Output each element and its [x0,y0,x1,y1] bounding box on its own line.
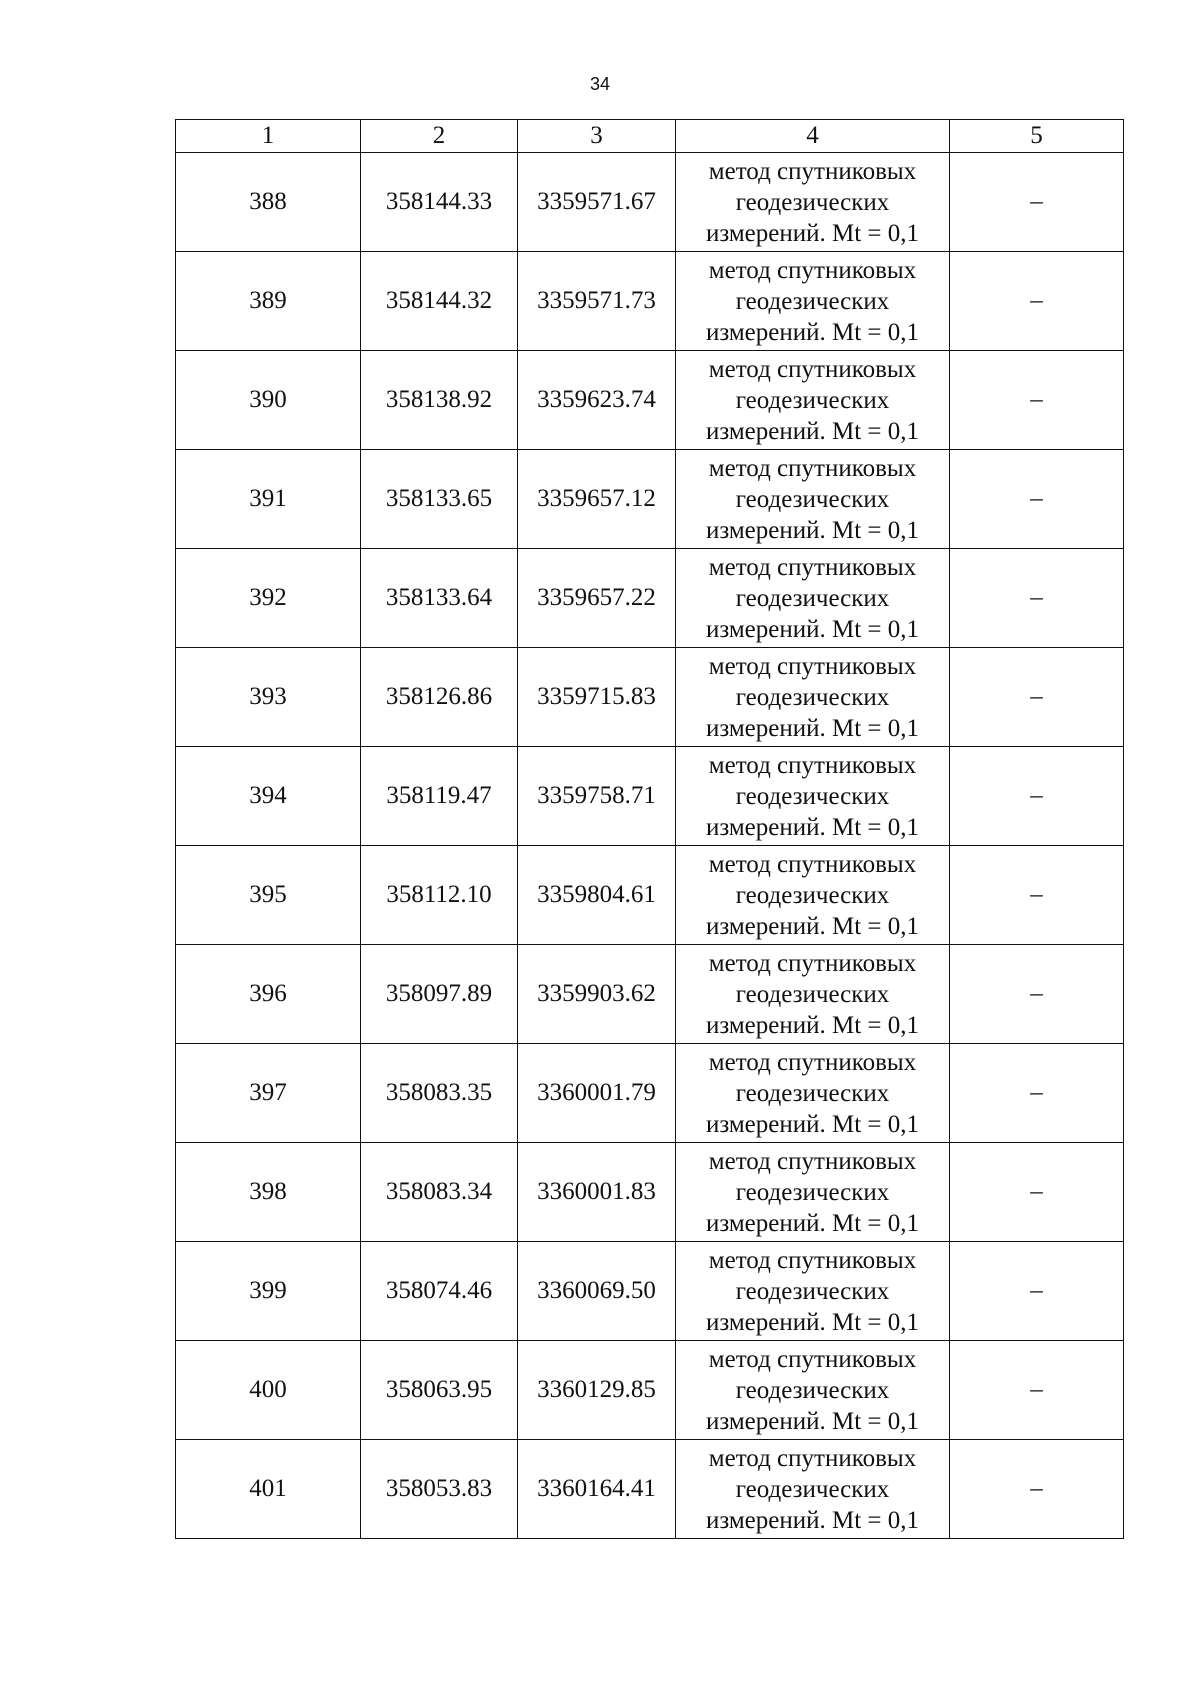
table-row [176,153,1124,252]
method-cell [676,1242,950,1341]
method-line: метод спутниковых [708,157,917,185]
table-header [176,120,1124,153]
x-coordinate-cell: 358133.64 [361,549,518,648]
method-cell [676,1341,950,1440]
note-cell: – [950,1440,1124,1539]
method-line: метод спутниковых [708,355,917,383]
method-line: метод спутниковых [708,1246,917,1274]
note-cell: – [950,648,1124,747]
method-line: геодезических [735,1178,890,1206]
method-cell [676,846,950,945]
method-cell [676,945,950,1044]
y-coordinate-cell: 3360129.85 [518,1341,676,1440]
method-cell [676,1440,950,1539]
note-cell: – [950,1044,1124,1143]
method-line: геодезических [735,1376,890,1404]
method-line: измерений. Mt = 0,1 [705,1407,920,1435]
method-line: геодезических [735,386,890,414]
method-line: метод спутниковых [708,1444,917,1472]
point-number-cell: 390 [176,351,361,450]
y-coordinate-cell: 3359657.12 [518,450,676,549]
method-cell [676,549,950,648]
x-coordinate-cell: 358112.10 [361,846,518,945]
coordinates-table [175,119,1124,1539]
y-coordinate-cell: 3359758.71 [518,747,676,846]
method-cell [676,747,950,846]
method-line: метод спутниковых [708,850,917,878]
table-row [176,252,1124,351]
note-cell: – [950,1341,1124,1440]
table-row [176,1044,1124,1143]
header-row [176,120,1124,153]
method-cell [676,1143,950,1242]
method-line: метод спутниковых [708,1345,917,1373]
method-line: измерений. Mt = 0,1 [705,1506,920,1534]
method-line: метод спутниковых [708,751,917,779]
method-line: геодезических [735,485,890,513]
method-line: измерений. Mt = 0,1 [705,912,920,940]
method-line: измерений. Mt = 0,1 [705,1110,920,1138]
page-number: 34 [589,74,611,94]
table-row [176,549,1124,648]
x-coordinate-cell: 358144.33 [361,153,518,252]
point-number-cell: 397 [176,1044,361,1143]
table-row [176,1143,1124,1242]
table-row [176,945,1124,1044]
method-line: измерений. Mt = 0,1 [705,615,920,643]
x-coordinate-cell: 358083.34 [361,1143,518,1242]
point-number-cell: 396 [176,945,361,1044]
method-cell [676,252,950,351]
y-coordinate-cell: 3359804.61 [518,846,676,945]
table-row [176,846,1124,945]
point-number-cell: 395 [176,846,361,945]
method-line: геодезических [735,188,890,216]
method-line: геодезических [735,683,890,711]
method-line: геодезических [735,1079,890,1107]
y-coordinate-cell: 3359571.73 [518,252,676,351]
point-number-cell: 388 [176,153,361,252]
point-number-cell: 398 [176,1143,361,1242]
point-number-cell: 394 [176,747,361,846]
table-row [176,1341,1124,1440]
method-line: измерений. Mt = 0,1 [705,219,920,247]
header-col-1: 1 [176,120,361,153]
method-line: измерений. Mt = 0,1 [705,516,920,544]
method-line: метод спутниковых [708,652,917,680]
table-row [176,1440,1124,1539]
point-number-cell: 392 [176,549,361,648]
note-cell: – [950,153,1124,252]
table-row [176,747,1124,846]
x-coordinate-cell: 358126.86 [361,648,518,747]
header-col-2: 2 [361,120,518,153]
y-coordinate-cell: 3359657.22 [518,549,676,648]
method-cell [676,1044,950,1143]
method-line: метод спутниковых [708,256,917,284]
y-coordinate-cell: 3360001.83 [518,1143,676,1242]
y-coordinate-cell: 3359715.83 [518,648,676,747]
table-row [176,450,1124,549]
method-line: метод спутниковых [708,553,917,581]
y-coordinate-cell: 3359571.67 [518,153,676,252]
point-number-cell: 391 [176,450,361,549]
x-coordinate-cell: 358083.35 [361,1044,518,1143]
header-col-4: 4 [676,120,950,153]
method-line: метод спутниковых [708,949,917,977]
method-cell [676,351,950,450]
method-cell [676,153,950,252]
table-row [176,648,1124,747]
method-line: геодезических [735,782,890,810]
y-coordinate-cell: 3360164.41 [518,1440,676,1539]
x-coordinate-cell: 358063.95 [361,1341,518,1440]
method-line: измерений. Mt = 0,1 [705,318,920,346]
note-cell: – [950,351,1124,450]
note-cell: – [950,252,1124,351]
table-row [176,1242,1124,1341]
x-coordinate-cell: 358133.65 [361,450,518,549]
x-coordinate-cell: 358097.89 [361,945,518,1044]
point-number-cell: 401 [176,1440,361,1539]
note-cell: – [950,450,1124,549]
note-cell: – [950,945,1124,1044]
method-line: метод спутниковых [708,1147,917,1175]
note-cell: – [950,846,1124,945]
note-cell: – [950,549,1124,648]
method-line: геодезических [735,1277,890,1305]
header-col-3: 3 [518,120,676,153]
method-cell [676,648,950,747]
y-coordinate-cell: 3360069.50 [518,1242,676,1341]
point-number-cell: 389 [176,252,361,351]
method-line: геодезических [735,881,890,909]
note-cell: – [950,1143,1124,1242]
method-line: измерений. Mt = 0,1 [705,1011,920,1039]
method-line: измерений. Mt = 0,1 [705,714,920,742]
method-line: геодезических [735,287,890,315]
point-number-cell: 393 [176,648,361,747]
method-line: измерений. Mt = 0,1 [705,1308,920,1336]
method-line: измерений. Mt = 0,1 [705,1209,920,1237]
y-coordinate-cell: 3359903.62 [518,945,676,1044]
y-coordinate-cell: 3360001.79 [518,1044,676,1143]
x-coordinate-cell: 358119.47 [361,747,518,846]
table-row [176,351,1124,450]
method-line: геодезических [735,584,890,612]
note-cell: – [950,1242,1124,1341]
x-coordinate-cell: 358144.32 [361,252,518,351]
method-line: геодезических [735,980,890,1008]
method-line: геодезических [735,1475,890,1503]
method-line: метод спутниковых [708,1048,917,1076]
table-body [176,153,1124,1539]
method-line: измерений. Mt = 0,1 [705,813,920,841]
x-coordinate-cell: 358074.46 [361,1242,518,1341]
method-line: измерений. Mt = 0,1 [705,417,920,445]
point-number-cell: 400 [176,1341,361,1440]
x-coordinate-cell: 358138.92 [361,351,518,450]
x-coordinate-cell: 358053.83 [361,1440,518,1539]
method-line: метод спутниковых [708,454,917,482]
method-cell [676,450,950,549]
header-col-5: 5 [950,120,1124,153]
note-cell: – [950,747,1124,846]
y-coordinate-cell: 3359623.74 [518,351,676,450]
point-number-cell: 399 [176,1242,361,1341]
